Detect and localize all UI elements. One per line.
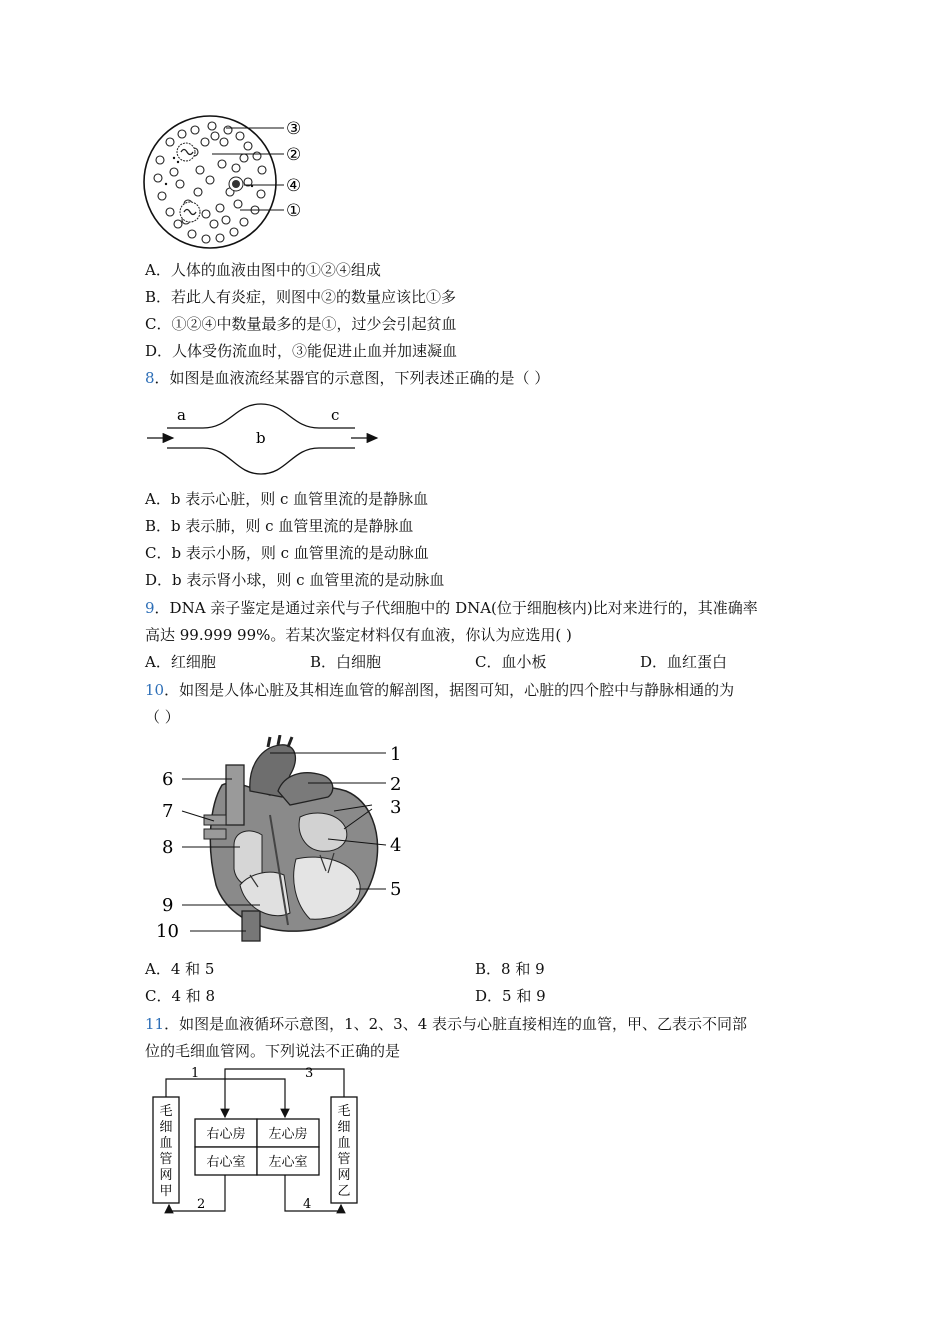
organ-flow-figure xyxy=(145,398,385,478)
heart-label-4: 4 xyxy=(390,835,402,856)
q9-option-d: D．血红蛋白 xyxy=(640,653,728,671)
label-b: b xyxy=(256,429,266,447)
q10-stem-line1 xyxy=(145,680,734,700)
capillary-jia-char: 网 xyxy=(159,1168,173,1183)
q10-option-c: C．4 和 8 xyxy=(145,987,216,1005)
q8-option-b: B．b 表示肺，则 c 血管里流的是静脉血 xyxy=(145,517,414,535)
label-1: ① xyxy=(286,201,302,221)
q8-stem xyxy=(145,368,549,388)
label-a: a xyxy=(177,406,186,424)
q11-stem-line2: 位的毛细血管网。下列说法不正确的是 xyxy=(145,1042,401,1060)
capillary-yi-char: 毛 xyxy=(337,1104,351,1119)
vessel-4-label: 4 xyxy=(303,1197,312,1212)
circulation-diagram xyxy=(145,1065,370,1220)
q10-stem-line2: （ ） xyxy=(145,708,180,726)
label-2: ② xyxy=(286,145,302,165)
q9-stem-line2: 高达 99.999 99%。若某次鉴定材料仅有血液，你认为应选用( ) xyxy=(145,626,572,644)
capillary-jia-char: 细 xyxy=(159,1120,173,1135)
label-4: ④ xyxy=(286,176,302,196)
q9-option-c: C．血小板 xyxy=(475,653,547,671)
q7-option-b: B．若此人有炎症，则图中②的数量应该比①多 xyxy=(145,288,457,306)
q7-option-d: D．人体受伤流血时，③能促进止血并加速凝血 xyxy=(145,342,458,360)
q8-option-d: D．b 表示肾小球，则 c 血管里流的是动脉血 xyxy=(145,571,445,589)
q7-option-a: A．人体的血液由图中的①②④组成 xyxy=(145,261,381,279)
capillary-jia-char: 毛 xyxy=(159,1104,173,1119)
capillary-yi-char: 血 xyxy=(337,1136,351,1151)
heart-label-5: 5 xyxy=(390,879,402,900)
heart-label-2: 2 xyxy=(390,774,402,795)
q9-stem-line1 xyxy=(145,598,758,618)
q11-stem-line1 xyxy=(145,1014,747,1034)
left-ventricle-label: 左心室 xyxy=(268,1155,308,1170)
q10-option-a: A．4 和 5 xyxy=(145,960,215,978)
q11-text-1: ．如图是血液循环示意图，1、2、3、4 表示与心脏直接相连的血管，甲、乙表示不同部 xyxy=(164,1015,748,1033)
heart-label-9: 9 xyxy=(162,895,174,916)
capillary-jia-char: 管 xyxy=(159,1152,173,1167)
heart-anatomy-figure xyxy=(150,735,415,945)
q10-text-1: ．如图是人体心脏及其相连血管的解剖图，据图可知，心脏的四个腔中与静脉相通的为 xyxy=(164,681,735,699)
q8-number: 8 xyxy=(145,369,155,387)
q8-option-a: A．b 表示心脏，则 c 血管里流的是静脉血 xyxy=(145,490,429,508)
capillary-yi-char: 乙 xyxy=(337,1184,351,1199)
right-ventricle-label: 右心室 xyxy=(206,1155,246,1170)
capillary-yi-char: 管 xyxy=(337,1152,351,1167)
q9-number: 9 xyxy=(145,599,155,617)
capillary-jia-char: 甲 xyxy=(159,1184,173,1199)
q10-option-b: B．8 和 9 xyxy=(475,960,545,978)
q9-option-a: A．红细胞 xyxy=(145,653,216,671)
right-atrium-label: 右心房 xyxy=(206,1127,246,1142)
heart-label-10: 10 xyxy=(156,921,179,942)
capillary-yi-char: 细 xyxy=(337,1120,351,1135)
vessel-2-label: 2 xyxy=(197,1197,206,1212)
q7-option-c: C．①②④中数量最多的是①，过少会引起贫血 xyxy=(145,315,457,333)
heart-label-7: 7 xyxy=(162,801,174,822)
label-c: c xyxy=(331,406,340,424)
blood-smear-figure xyxy=(140,112,320,257)
q10-option-d: D．5 和 9 xyxy=(475,987,546,1005)
heart-label-1: 1 xyxy=(390,744,402,765)
q10-number: 10 xyxy=(145,681,165,699)
q9-option-b: B．白细胞 xyxy=(310,653,382,671)
q8-text: ．如图是血液流经某器官的示意图，下列表述正确的是（ ） xyxy=(154,369,550,387)
capillary-jia-char: 血 xyxy=(159,1136,173,1151)
q8-option-c: C．b 表示小肠，则 c 血管里流的是动脉血 xyxy=(145,544,429,562)
vessel-1-label: 1 xyxy=(191,1066,200,1081)
heart-label-6: 6 xyxy=(162,769,174,790)
vessel-3-label: 3 xyxy=(305,1066,314,1081)
capillary-yi-char: 网 xyxy=(337,1168,351,1183)
label-3: ③ xyxy=(286,119,302,139)
heart-label-3: 3 xyxy=(390,797,402,818)
q9-text-1: ．DNA 亲子鉴定是通过亲代与子代细胞中的 DNA(位于细胞核内)比对来进行的，其准确率 xyxy=(154,599,758,617)
q11-number: 11 xyxy=(145,1015,165,1033)
left-atrium-label: 左心房 xyxy=(268,1127,308,1142)
heart-label-8: 8 xyxy=(162,837,174,858)
